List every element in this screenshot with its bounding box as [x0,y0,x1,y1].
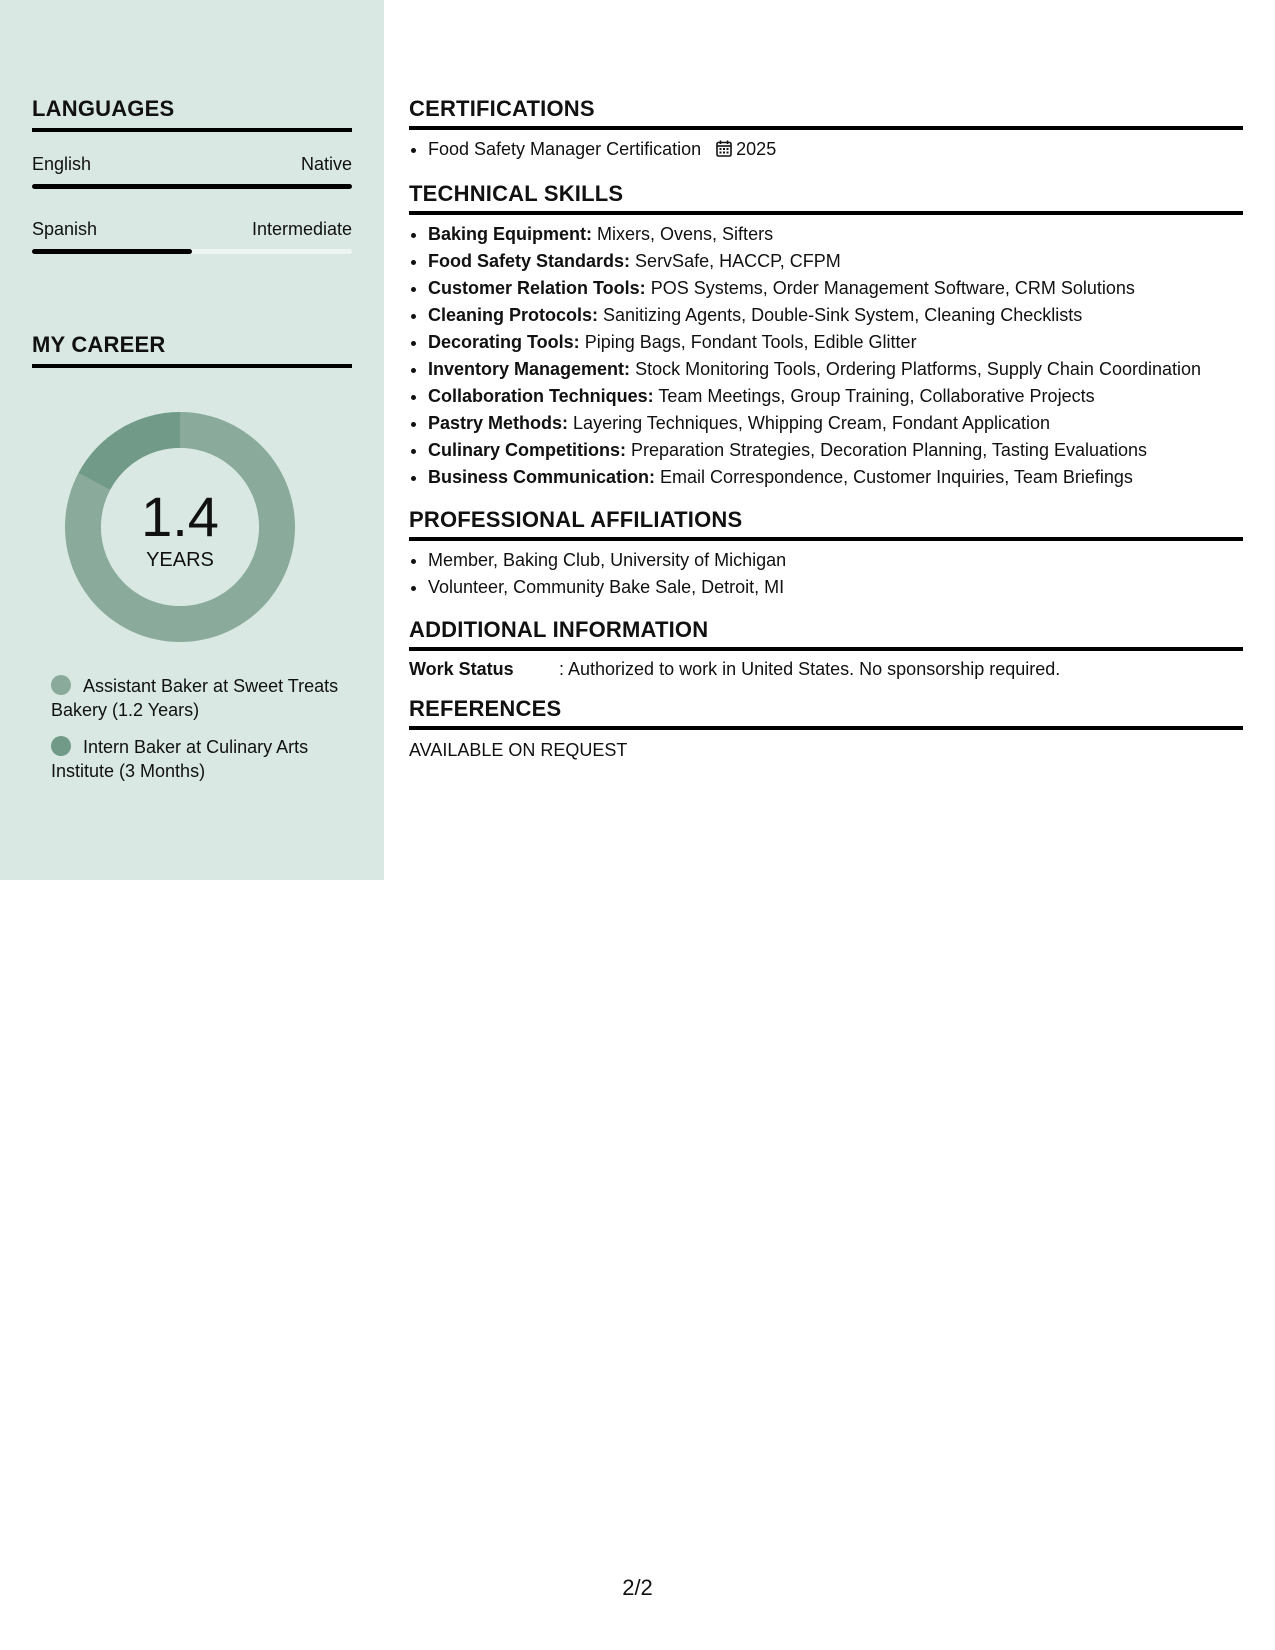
calendar-icon [716,138,732,165]
language-proficiency-fill [32,184,352,189]
skill-values: Preparation Strategies, Decoration Planning, Tasting Evaluations [631,440,1148,460]
skill-item [428,383,1243,410]
skill-category: Cleaning Protocols: [428,305,599,325]
certification-year: 2025 [736,139,777,159]
skills-list [409,221,1243,491]
skill-values: Sanitizing Agents, Double-Sink System, Cleaning Checklists [603,305,1083,325]
language-name: English [32,154,92,174]
career-legend [51,674,341,783]
skill-category: Food Safety Standards: [428,251,631,271]
skill-item [428,437,1243,464]
skill-item [428,221,1243,248]
career-donut-chart [65,412,295,642]
skill-values: Stock Monitoring Tools, Ordering Platforms, Supply Chain Coordination [635,359,1202,379]
certifications-section [409,96,1243,165]
references-text: AVAILABLE ON REQUEST [409,740,628,760]
skill-values: Email Correspondence, Customer Inquiries, Team Briefings [660,467,1133,487]
language-spanish [32,219,352,254]
skill-values: ServSafe, HACCP, CFPM [635,251,841,271]
language-proficiency-bar [32,249,352,254]
page-number: 2/2 [622,1575,653,1600]
language-name: Spanish [32,219,98,239]
skill-item [428,356,1243,383]
skill-category: Pastry Methods: [428,413,569,433]
skill-values: Piping Bags, Fondant Tools, Edible Glitter [584,332,917,352]
language-level: Native [300,154,352,174]
skill-category: Inventory Management: [428,359,631,379]
affiliations-section [409,507,1243,601]
legend-dot [51,675,71,695]
additional-info-section [409,617,1243,680]
skill-category: Business Communication: [428,467,656,487]
career-total-years: 1.4 [141,484,219,548]
main-content [409,96,1243,777]
skill-values: Team Meetings, Group Training, Collaborative Projects [658,386,1095,406]
language-proficiency-fill [32,249,192,254]
certification-item [428,136,1243,165]
work-status-row [409,659,1243,680]
skill-item [428,248,1243,275]
certifications-heading: CERTIFICATIONS [409,96,1243,130]
references-section [409,696,1243,761]
additional-info-heading: ADDITIONAL INFORMATION [409,617,1243,651]
references-heading: REFERENCES [409,696,1243,730]
career-item-label: Assistant Baker at Sweet Treats Bakery (1.2 Years) [51,676,339,720]
language-english [32,154,352,189]
affiliation-item: • Volunteer, Community Bake Sale, Detroit, MI [428,574,1243,601]
sidebar-content [32,96,352,796]
career-heading: MY CAREER [32,332,352,368]
skill-category: Baking Equipment: [428,224,593,244]
skill-values: Mixers, Ovens, Sifters [597,224,774,244]
skill-category: Culinary Competitions: [428,440,627,460]
technical-skills-heading: TECHNICAL SKILLS [409,181,1243,215]
career-item-label: Intern Baker at Culinary Arts Institute (3 Months) [51,737,309,781]
career-item [51,735,341,783]
skill-item [428,302,1243,329]
skill-values: POS Systems, Order Management Software, CRM Solutions [650,278,1135,298]
skill-category: Collaboration Techniques: [428,386,654,406]
skill-item [428,329,1243,356]
languages-heading: LANGUAGES [32,96,352,132]
career-unit: YEARS [146,548,214,571]
career-item [51,674,341,722]
skill-category: Customer Relation Tools: [428,278,646,298]
skill-category: Decorating Tools: [428,332,580,352]
work-status-label: Work Status [409,659,514,679]
language-level: Intermediate [251,219,352,239]
work-status-value: : Authorized to work in United States. No sponsorship required. [559,659,1061,679]
affiliations-heading: PROFESSIONAL AFFILIATIONS [409,507,1243,541]
skill-values: Layering Techniques, Whipping Cream, Fondant Application [573,413,1051,433]
skill-item [428,410,1243,437]
language-proficiency-bar [32,184,352,189]
sidebar [0,0,384,880]
technical-skills-section [409,181,1243,491]
affiliation-item: • Member, Baking Club, University of Michigan [428,547,1243,574]
skill-item [428,464,1243,491]
legend-dot [51,736,71,756]
certification-name: Food Safety Manager Certification [428,139,702,159]
skill-item [428,275,1243,302]
